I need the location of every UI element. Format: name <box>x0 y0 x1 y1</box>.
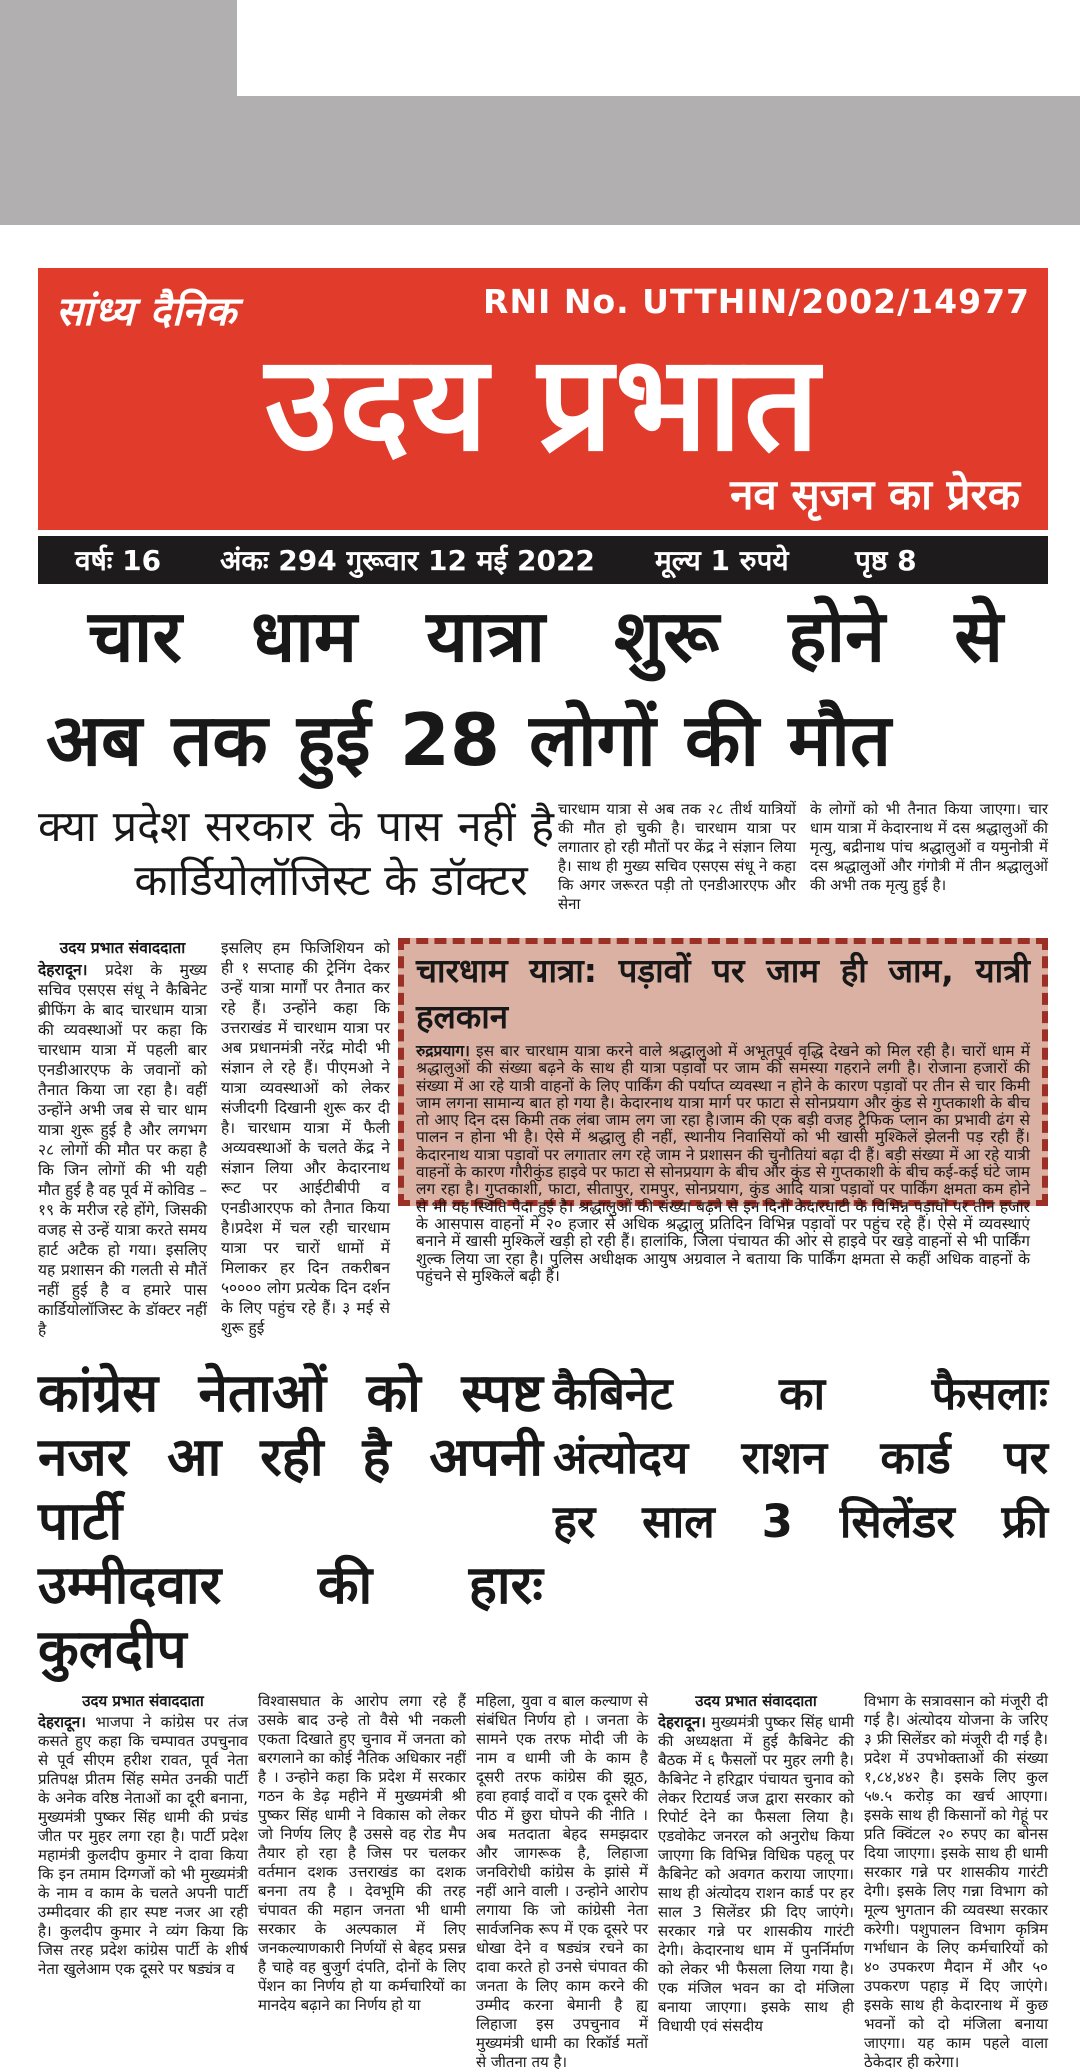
lead-subheadline-line2: कार्डियोलॉजिस्ट के डॉक्टर <box>134 856 528 906</box>
scan-margin-band <box>0 96 1080 225</box>
lead-body-col1 <box>38 938 207 1340</box>
lead-body-col2-text: इसलिए हम फिजिशियन को ही १ सप्ताह की ट्रेनिंग देकर उन्हें यात्रा मार्गों पर तैनात कर रहे हैं। उन्होंने कहा कि उत्तराखंड में चारधाम यात्रा पर अब प्रधानमंत्री नरेंद्र मोदी भी संज्ञान ले रहे हैं। पीएमओ ने यात्रा व्यवस्थाओं को लेकर संजीदगी दिखानी शुरू कर दी है। चारधाम यात्रा में फैली अव्यवस्थाओं के चलते केंद्र ने संज्ञान लिया और केदारनाथ रूट पर आईटीबीपी व एनडीआरएफ को तैनात किया है।प्रदेश में चल रही चारधाम यात्रा पर चारों धामों में मिलाकर हर दिन तकरीबन ५०००० लोग प्रत्येक दिन दर्शन के लिए पहुंच रहे हैं। ३ मई से शुरू हुई <box>221 939 390 1337</box>
jam-story-body <box>416 1043 1030 1285</box>
congress-body-col3 <box>476 1692 648 2072</box>
masthead-rni-number: RNI No. UTTHIN/2002/14977 <box>483 282 1030 321</box>
lead-summary-col1: चारधाम यात्रा से अब तक २८ तीर्थ यात्रियों की मौत हो चुकी है। चारधाम यात्रा पर लगातार हो रही मौतों पर केंद्र ने संज्ञान लिया है। साथ ही मुख्य सचिव एसएस संधू ने कहा कि अगर जरूरत पड़ी तो एनडीआरएफ और सेना <box>558 800 796 913</box>
cabinet-body-col2-text: विभाग के सत्रावसान को मंजूरी दी गई है। अंत्योदय योजना के जरिए ३ फ्री सिलेंडर को मंजूरी दी गई है। प्रदेश में उपभोक्ताओं की संख्या १,८४,४४२ है। इसके लिए कुल ५७.५ करोड़ का खर्च आएगा। इसके साथ ही किसानों को गेहूं पर प्रति क्विंटल २० रुपए का बोनस दिया जाएगा। इसके साथ ही धामी सरकार गन्ने पर शासकीय गारंटी देगी। इसके लिए गन्ना विभाग को मूल्य भुगतान की व्यवस्था सरकार करेगी। पशुपालन विभाग कृत्रिम गर्भाधान के लिए कर्मचारियों को ४० उपकरण मैदान में और ५० उपकरण पहाड़ में दिए जाएंगे। इसके साथ ही केदारनाथ में कुछ भवनों को दो मंजिला बनाया जाएगा। यह काम पहले वाला ठेकेदार ही करेगा। <box>864 1692 1048 2071</box>
cabinet-body-col1 <box>658 1692 854 2072</box>
cabinet-byline: उदय प्रभात संवाददाता <box>695 1692 817 1710</box>
congress-headline-line2: नजर आ रही है अपनी पार्टी <box>38 1427 543 1552</box>
lead-summary-columns <box>558 800 1048 932</box>
issue-info-bar <box>38 536 1048 584</box>
congress-dateline: देहरादून। <box>38 1713 86 1731</box>
lead-subheadline-line1: क्या प्रदेश सरकार के पास नहीं है <box>38 802 554 852</box>
cabinet-story-headline <box>553 1362 1048 1682</box>
scan-margin-top-left <box>0 0 237 96</box>
issue-price: मूल्य 1 रुपये <box>655 544 789 577</box>
cabinet-headline-line2: अंत्योदय राशन कार्ड पर <box>553 1431 1048 1484</box>
cabinet-headline-line1: कैबिनेट का फैसलाः <box>553 1367 1048 1420</box>
newspaper-page <box>38 268 1048 2072</box>
lead-summary-col2: के लोगों को भी तैनात किया जाएगा। चार धाम यात्रा में केदारनाथ में दस श्रद्धालुओं की मृत्यु, बद्रीनाथ पांच श्रद्धालुओं व यमुनोत्री में दस श्रद्धालुओं और गंगोत्री में तीन श्रद्धालुओं की अभी तक मृत्यु हुई है। <box>810 800 1048 894</box>
lead-headline-line1: चार धाम यात्रा शुरू होने से <box>88 594 1003 678</box>
issue-year: वर्षः 16 <box>75 544 162 577</box>
lead-body-col2 <box>221 938 390 1340</box>
masthead <box>38 268 1048 530</box>
lead-headline-line2: अब तक हुई 28 लोगों की मौत <box>46 698 891 782</box>
congress-byline: उदय प्रभात संवाददाता <box>82 1692 204 1710</box>
cabinet-body-col1-text: मुख्यमंत्री पुष्कर सिंह धामी की अध्यक्षता में हुई कैबिनेट की बैठक में ६ फैसलों पर मुहर लगी है। कैबिनेट ने हरिद्वार पंचायत चुनाव को लेकर रिटायर्ड जज द्वारा सरकार को रिपोर्ट देने का फैसला लिया है। एडवोकेट जनरल को अनुरोध किया जाएगा कि विभिन्न विधिक पहलू पर कैबिनेट को अवगत कराया जाएगा। साथ ही अंत्योदय राशन कार्ड पर हर साल 3 सिलेंडर फ्री दिए जाएंगे। सरकार गन्ने पर शासकीय गारंटी देगी। केदारनाथ धाम में पुनर्निर्माण को लेकर भी फैसला लिया गया है। एक मंजिल भवन का दो मंजिला बनाया जाएगा। इसके साथ ही विधायी एवं संसदीय <box>658 1713 854 2035</box>
cabinet-body-col2 <box>864 1692 1048 2072</box>
congress-body-col2-text: विश्वासघात के आरोप लगा रहे हैं उसके बाद उन्हे तो वैसे भी नकली एकता दिखाते हुए चुनाव में जनता को बरगलाने का कोई नैतिक अधिकार नहीं है । उन्होने कहा कि प्रदेश में सरकार गठन के डेढ़ महीने में मुख्यमंत्री श्री पुष्कर सिंह धामी ने विकास को लेकर जो निर्णय लिए है उससे वह रोड मैप तैयार हो रहा है जिस पर चलकर वर्तमान दशक उत्तराखंड का दशक बनना तय है । देवभूमि की तरह चंपावत की महान जनता भी धामी सरकार के अल्पकाल में लिए जनकल्याणकारी निर्णयों से बेहद प्रसन्न है चाहे वह बुजुर्ग दंपति, दोनों के लिए पेंशन का निर्णय हो या कर्मचारियों का मानदेय बढ़ाने का निर्णय हो या <box>258 1692 466 2014</box>
congress-story-headline <box>38 1362 543 1682</box>
cabinet-headline-line3: हर साल 3 सिलेंडर फ्री <box>553 1495 1048 1548</box>
lead-dateline: देहरादून। <box>38 961 88 979</box>
lead-body-columns <box>38 938 390 1340</box>
jam-story-body-text: इस बार चारधाम यात्रा करने वाले श्रद्धालुओ में अभूतपूर्व वृद्धि देखने को मिल रही है। चारों धाम में श्रद्धालुओं की संख्या बढ़ने के साथ ही यात्रा पड़ावों पर जाम की समस्या गहराने लगी है। रोजाना हजारों की संख्या में आ रहे यात्री वाहनों के लिए पार्किंग की पर्याप्त व्यवस्था न होने के कारण पड़ावों पर तीन से चार किमी जाम लगना सामान्य बात हो गया है। केदारनाथ यात्रा मार्ग पर फाटा से सोनप्रयाग और कुंड से गुप्तकाशी के बीच तो आए दिन दस किमी तक लंबा जाम लग जा रहा है।जाम की एक बड़ी वजह ट्रैफिक प्लान का प्रभावी ढंग से पालन न होना भी है। ऐसे में श्रद्धालु ही नहीं, स्थानीय निवासियों को भी खासी मुश्किलें झेलनी पड़ रही हैं। केदारनाथ यात्रा पड़ावों पर लगातार लग रहे जाम ने प्रशासन की चुनौतियां बढ़ा दी हैं। बड़ी संख्या में आ रहे यात्री वाहनों के कारण गौरीकुंड हाइवे पर फाटा से सोनप्रयाग के बीच और कुंड से गुप्तकाशी के बीच कई-कई घंटे जाम लग रहा है। गुप्तकाशी, फाटा, सीतापुर, रामपुर, सोनप्रयाग, कुंड आदि यात्रा पड़ावों पर पार्किंग क्षमता कम होने से भी यह स्थिति पैदा हुई है। श्रद्धालुओं की संख्या बढ़ने से इन दिनों केदारघाटी के विभिन्न पड़ावों पर तीन हजार के आसपास वाहनों में २० हजार से अधिक श्रद्धालु प्रतिदिन विभिन्न पड़ावों पर पहुंच रहे हैं। ऐसे में व्यवस्थाएं बनाने में खासी मुश्किलें खड़ी हो रही हैं। हालांकि, जिला पंचायत की ओर से हाइवे पर खड़े वाहनों से भी पार्किंग शुल्क लिया जा रहा है। पुलिस अधीक्षक आयुष अग्रवाल ने बताया कि पार्किंग क्षमता से कहीं अधिक वाहनों के पहुंचने से मुश्किलें बढ़ी हैं। <box>416 1042 1030 1285</box>
congress-headline-line3: उम्मीदवार की हारः कुलदीप <box>38 1555 543 1680</box>
congress-body-col1 <box>38 1692 248 2072</box>
issue-number-date: अंकः 294 गुरूवार 12 मई 2022 <box>220 544 595 577</box>
jam-story-dateline: रुद्रप्रयाग। <box>416 1042 470 1060</box>
issue-pages: पृष्ठ 8 <box>855 544 917 577</box>
congress-body-col3-text: महिला, युवा व बाल कल्याण से संबंधित निर्णय हो । जनता के सामने एक तरफ मोदी जी के नाम व धामी जी के काम है दूसरी तरफ कांग्रेस की झूठ, हवा हवाई वादों व एक दूसरे की पीठ में छुरा घोपने की नीति । अब मतदाता बेहद समझदार और जागरूक है, लिहाजा जनविरोधी कांग्रेस के झांसे में नहीं आने वाली । उन्होने आरोप लगाया कि जो कांग्रेसी नेता सार्वजनिक रूप में एक दूसरे पर धोखा देने व षड्यंत्र रचने का दावा करते हो उनसे चंपावत की जनता के लिए काम करने की उम्मीद करना बेमानी है ह्य लिहाजा इस उपचुनाव में मुख्यमंत्री धामी का रिकॉर्ड मतों से जीतना तय है। <box>476 1692 648 2071</box>
congress-headline-line1: कांग्रेस नेताओं को स्पष्ट <box>38 1363 543 1424</box>
lead-subheadline <box>38 800 554 932</box>
masthead-edition-label: सांध्य दैनिक <box>56 289 238 335</box>
congress-body-col2 <box>258 1692 466 2072</box>
cabinet-dateline: देहरादून। <box>658 1713 706 1731</box>
masthead-tagline: नव सृजन का प्रेरक <box>730 470 1020 519</box>
lead-body-col1-text: प्रदेश के मुख्य सचिव एसएस संधू ने कैबिनेट ब्रीफिंग के बाद चारधाम यात्रा की व्यवस्थाओं पर कहा कि चारधाम यात्रा में पहली बार एनडीआरएफ के जवानों को तैनात किया जा रहा है। वहीं उन्होंने अभी जब से चार धाम यात्रा शुरू हुई है और लगभग २८ लोगों की मौत पर कहा है कि जिन लोगों की भी यही मौत हुई है वह पूर्व में कोविड –१९ के मरीज रहे होंगे, जिसकी वजह से उन्हें यात्रा करते समय हार्ट अटैक हो गया। इसलिए यह प्रशासन की गलती से मौतें नहीं हुई है व हमारे पास कार्डियोलॉजिस्ट के डॉक्टर नहीं है <box>38 961 207 1339</box>
congress-body-col1-text: भाजपा ने कांग्रेस पर तंज कसते हुए कहा कि चम्पावत उपचुनाव से पूर्व सीएम हरीश रावत, पूर्व नेता प्रतिपक्ष प्रीतम सिंह समेत उनकी पार्टी के अनेक वरिष्ठ नेताओं का दूरी बनाना, मुख्यमंत्री पुष्कर सिंह धामी की प्रचंड जीत पर मुहर लगा रहा है। पार्टी प्रदेश महामंत्री कुलदीप कुमार ने दावा किया कि इन तमाम दिग्गजों को भी मुख्यमंत्री के नाम व काम के चलते अपनी पार्टी उम्मीदवार की हार स्पष्ट नजर आ रही है। कुलदीप कुमार ने व्यंग किया कि जिस तरह प्रदेश कांग्रेस पार्टी के शीर्ष नेता खुलेआम एक दूसरे पर षड्यंत्र व <box>38 1713 248 1978</box>
masthead-title: उदय प्रभात <box>264 327 822 481</box>
lead-byline: उदय प्रभात संवाददाता <box>59 939 186 957</box>
jam-story-box <box>398 938 1048 1285</box>
jam-story-headline: चारधाम यात्रा: पड़ावों पर जाम ही जाम, यात्री हलकान <box>416 951 1030 1036</box>
